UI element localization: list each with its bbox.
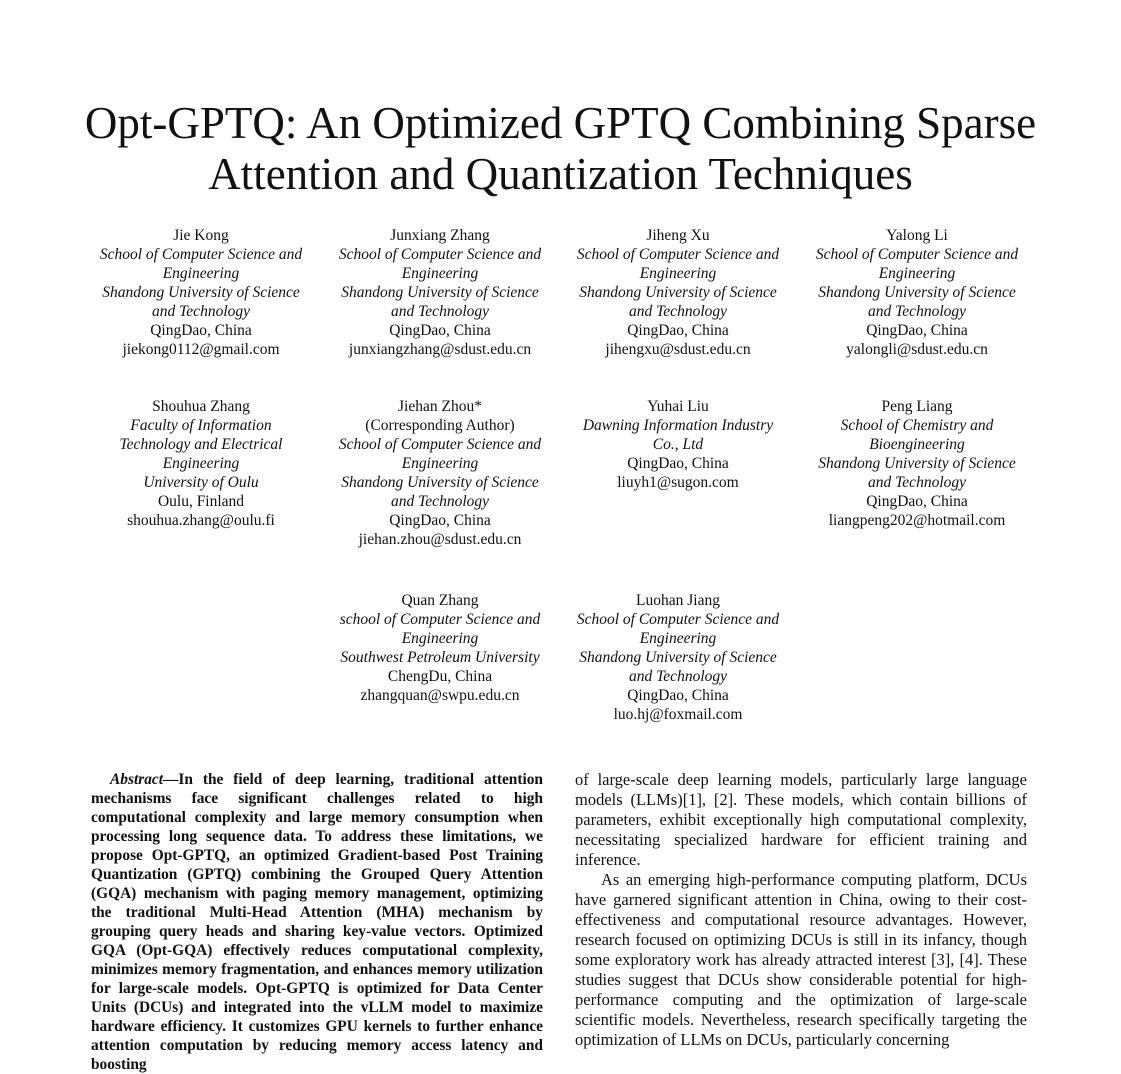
- author-affiliation-line: Engineering: [401, 265, 479, 282]
- author-name: Junxiang Zhang: [390, 227, 490, 244]
- author-affiliation-line: QingDao, China: [866, 493, 968, 510]
- author-affiliation-line: QingDao, China: [627, 322, 729, 339]
- author-affiliation-line: School of Computer Science and: [815, 246, 1019, 263]
- author-card: [559, 397, 797, 492]
- abstract-paragraph: [91, 770, 543, 1074]
- author-email: luo.hj@foxmail.com: [613, 706, 743, 723]
- author-affiliation-line: (Corresponding Author): [365, 417, 515, 434]
- author-card: [321, 591, 559, 705]
- author-affiliation-line: School of Chemistry and: [840, 417, 994, 434]
- author-card: [798, 226, 1036, 359]
- author-affiliation-line: School of Computer Science and: [576, 611, 780, 628]
- author-affiliation-line: Shandong University of Science: [579, 284, 777, 301]
- author-name: Jiheng Xu: [646, 227, 710, 244]
- author-name: Luohan Jiang: [636, 592, 720, 609]
- paper-title: [60, 98, 1061, 200]
- author-affiliation-line: School of Computer Science and: [338, 246, 542, 263]
- author-card: [798, 397, 1036, 530]
- author-affiliation-line: and Technology: [628, 668, 728, 685]
- author-affiliation-line: school of Computer Science and: [339, 611, 541, 628]
- author-affiliation-line: QingDao, China: [389, 512, 491, 529]
- author-email: junxiangzhang@sdust.edu.cn: [348, 341, 532, 358]
- author-affiliation-line: QingDao, China: [389, 322, 491, 339]
- author-affiliation-line: Engineering: [878, 265, 956, 282]
- author-affiliation-line: University of Oulu: [143, 474, 259, 491]
- author-affiliation-line: School of Computer Science and: [99, 246, 303, 263]
- author-affiliation-line: and Technology: [390, 493, 490, 510]
- author-affiliation-line: and Technology: [151, 303, 251, 320]
- abstract-text: In the field of deep learning, traditional attention mechanisms face significant challenges related to high computational complexity and large memory consumption when processing long sequence data. To address these limitations, we propose Opt-GPTQ, an optimized Gradient-based Post Training Quantization (GPTQ) combining the Grouped Query Attention (GQA) mechanism with paging memory management, optimizing the traditional Multi-Head Attention (MHA) mechanism by grouping query heads and sharing key-value vectors. Optimized GQA (Opt-GQA) effectively reduces computational complexity, minimizes memory fragmentation, and enhances memory utilization for large-scale models. Opt-GPTQ is optimized for Data Center Units (DCUs) and integrated into the vLLM model to maximize hardware efficiency. It customizes GPU kernels to further enhance attention computation by reducing memory access latency and boosting: [91, 771, 543, 1073]
- author-affiliation-line: Oulu, Finland: [157, 493, 245, 510]
- author-card: [321, 226, 559, 359]
- author-affiliation-line: Engineering: [162, 455, 240, 472]
- author-affiliation-line: School of Computer Science and: [576, 246, 780, 263]
- author-affiliation-line: Shandong University of Science: [579, 649, 777, 666]
- author-affiliation-line: Shandong University of Science: [341, 474, 539, 491]
- author-affiliation-line: School of Computer Science and: [338, 436, 542, 453]
- author-affiliation-line: and Technology: [867, 474, 967, 491]
- author-affiliation-line: Shandong University of Science: [102, 284, 300, 301]
- author-affiliation-line: and Technology: [390, 303, 490, 320]
- author-email: zhangquan@swpu.edu.cn: [360, 687, 520, 704]
- author-name: Yuhai Liu: [647, 398, 709, 415]
- author-email: jihengxu@sdust.edu.cn: [605, 341, 751, 358]
- author-affiliation-line: Bioengineering: [869, 436, 965, 453]
- author-affiliation-line: ChengDu, China: [387, 668, 493, 685]
- author-affiliation-line: QingDao, China: [627, 687, 729, 704]
- author-affiliation-line: QingDao, China: [150, 322, 252, 339]
- abstract-dash: —: [163, 771, 179, 788]
- author-email: liangpeng202@hotmail.com: [828, 512, 1006, 529]
- author-affiliation-line: Engineering: [639, 265, 717, 282]
- author-affiliation-line: Engineering: [639, 630, 717, 647]
- author-name: Quan Zhang: [401, 592, 479, 609]
- author-name: Jie Kong: [173, 227, 229, 244]
- author-email: jiehan.zhou@sdust.edu.cn: [358, 531, 522, 548]
- author-name: Jiehan Zhou*: [398, 398, 482, 415]
- author-name: Shouhua Zhang: [152, 398, 250, 415]
- author-affiliation-line: Engineering: [401, 630, 479, 647]
- author-affiliation-line: Dawning Information Industry: [582, 417, 774, 434]
- author-affiliation-line: and Technology: [628, 303, 728, 320]
- author-affiliation-line: Technology and Electrical: [119, 436, 283, 453]
- author-affiliation-line: Engineering: [401, 455, 479, 472]
- abstract-label: Abstract: [110, 771, 164, 788]
- author-email: yalongli@sdust.edu.cn: [846, 341, 988, 358]
- author-affiliation-line: Shandong University of Science: [818, 284, 1016, 301]
- author-card: [559, 226, 797, 359]
- title-line-1: Opt-GPTQ: An Optimized GPTQ Combining Sparse: [84, 98, 1037, 148]
- author-affiliation-line: and Technology: [867, 303, 967, 320]
- author-name: Peng Liang: [881, 398, 953, 415]
- author-card: [82, 397, 320, 530]
- author-email: jiekong0112@gmail.com: [122, 341, 280, 358]
- author-affiliation-line: QingDao, China: [627, 455, 729, 472]
- body-paragraph-2: As an emerging high-performance computing platform, DCUs have garnered significant attention in China, owing to their cost-effectiveness and computational resource advantages. However, research focused on optimizing DCUs is still in its infancy, though some exploratory work has already attracted interest [3], [4]. These studies suggest that DCUs show considerable potential for high-performance computing and the optimization of large-scale scientific models. Nevertheless, research specifically targeting the optimization of LLMs on DCUs, particularly concerning: [575, 870, 1027, 1049]
- body-column: [575, 770, 1027, 1050]
- title-line-2: Attention and Quantization Techniques: [208, 149, 913, 199]
- author-email: shouhua.zhang@oulu.fi: [127, 512, 275, 529]
- body-paragraph-1: of large-scale deep learning models, particularly large language models (LLMs)[1], [2]. These models, which contain billions of parameters, exhibit exceptionally high computational complexity, necessitating specialized hardware for efficient training and inference.: [575, 770, 1027, 869]
- abstract-column: [91, 770, 543, 1074]
- author-affiliation-line: Engineering: [162, 265, 240, 282]
- author-affiliation-line: QingDao, China: [866, 322, 968, 339]
- author-affiliation-line: Shandong University of Science: [341, 284, 539, 301]
- author-card: [321, 397, 559, 549]
- author-affiliation-line: Co., Ltd: [652, 436, 704, 453]
- author-affiliation-line: Southwest Petroleum University: [340, 649, 540, 666]
- author-name: Yalong Li: [886, 227, 948, 244]
- author-affiliation-line: Shandong University of Science: [818, 455, 1016, 472]
- author-card: [559, 591, 797, 724]
- author-email: liuyh1@sugon.com: [617, 474, 739, 491]
- author-affiliation-line: Faculty of Information: [130, 417, 272, 434]
- author-card: [82, 226, 320, 359]
